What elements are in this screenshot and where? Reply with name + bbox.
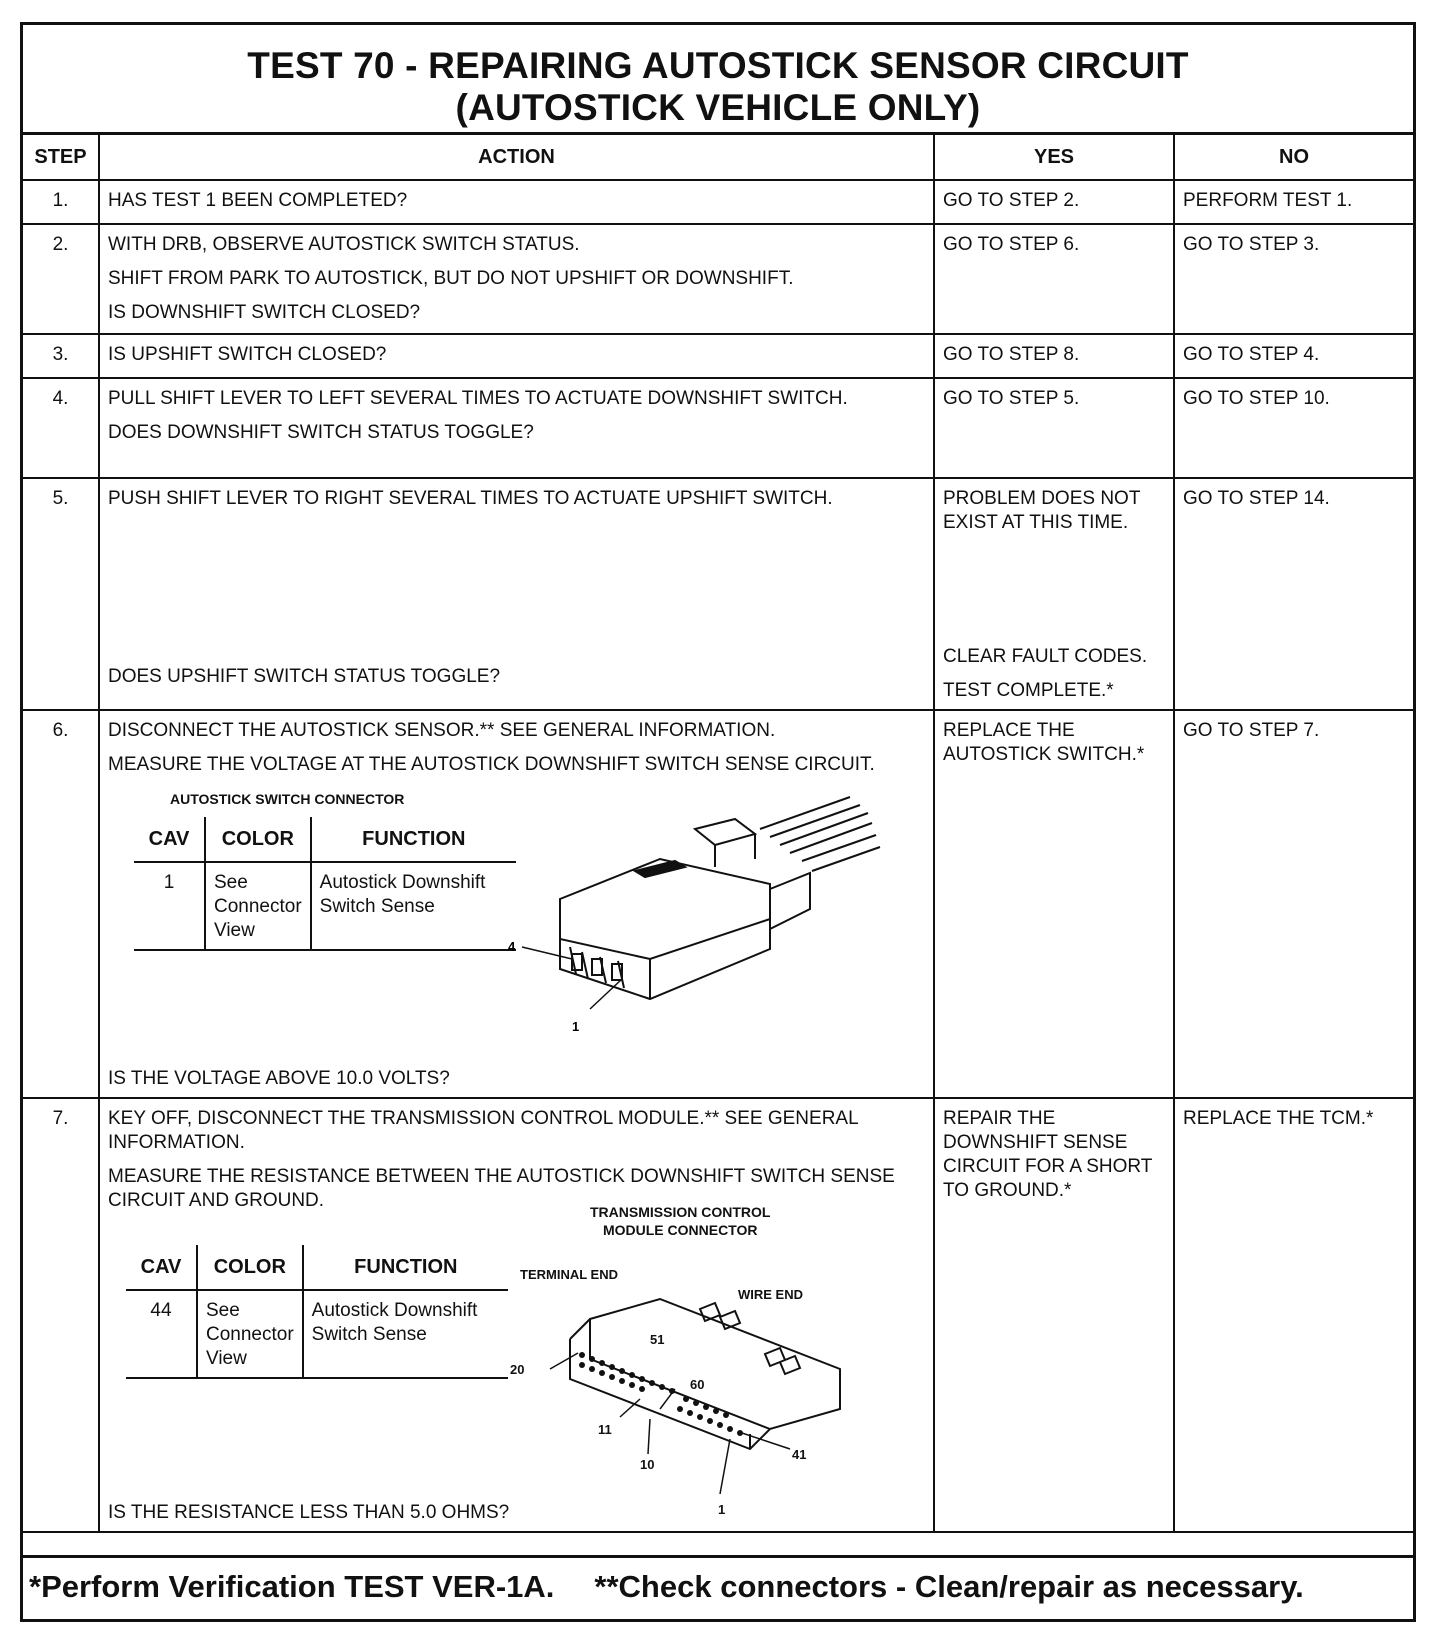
action-text: DISCONNECT THE AUTOSTICK SENSOR.** SEE GENERAL INFORMATION. [108, 720, 776, 741]
pin-label-10: 10 [640, 1457, 655, 1472]
verification-note: *Perform Verification TEST VER-1A. [29, 1569, 555, 1604]
table-row [23, 1098, 1413, 1532]
no-text: GO TO STEP 7. [1183, 720, 1320, 741]
connector-note: **Check connectors - Clean/repair as necessary. [594, 1569, 1304, 1604]
header-action: ACTION [99, 135, 934, 180]
step-number: 4. [23, 378, 99, 478]
action-text: WITH DRB, OBSERVE AUTOSTICK SWITCH STATUS. [108, 234, 580, 255]
yes-cell [934, 710, 1174, 1098]
connector-title [590, 1203, 770, 1239]
cav-value: 44 [126, 1290, 197, 1378]
action-cell [99, 478, 934, 710]
action-cell [99, 224, 934, 334]
yes-text: PROBLEM DOES NOT EXIST AT THIS TIME. [943, 488, 1141, 533]
cav-header: CAV [134, 817, 205, 862]
yes-cell [934, 1098, 1174, 1532]
header-no: NO [1174, 135, 1413, 180]
action-text: IS DOWNSHIFT SWITCH CLOSED? [108, 302, 421, 323]
yes-cell [934, 478, 1174, 710]
table-row [23, 224, 1413, 334]
action-text: SHIFT FROM PARK TO AUTOSTICK, BUT DO NOT UPSHIFT OR DOWNSHIFT. [108, 268, 794, 289]
no-text: GO TO STEP 10. [1183, 388, 1330, 409]
no-cell [1174, 224, 1413, 334]
yes-text: REPLACE THE AUTOSTICK SWITCH.* [943, 720, 1145, 765]
color-header: COLOR [205, 817, 311, 862]
action-cell [99, 710, 934, 1098]
yes-text: GO TO STEP 2. [943, 190, 1080, 211]
title-line-1: TEST 70 - REPAIRING AUTOSTICK SENSOR CIRCUIT [247, 45, 1189, 86]
connector-table [134, 817, 516, 951]
action-cell [99, 378, 934, 478]
no-text: GO TO STEP 3. [1183, 234, 1320, 255]
autostick-connector-diagram [508, 789, 890, 1034]
cav-value: 1 [134, 862, 205, 950]
step-number: 1. [23, 180, 99, 224]
action-text: DOES DOWNSHIFT SWITCH STATUS TOGGLE? [108, 422, 534, 443]
procedure-table [23, 135, 1413, 1533]
step-number: 6. [23, 710, 99, 1098]
step-number: 3. [23, 334, 99, 378]
table-row [23, 180, 1413, 224]
no-text: REPLACE THE TCM.* [1183, 1108, 1374, 1129]
action-text: HAS TEST 1 BEEN COMPLETED? [108, 190, 408, 211]
yes-text: GO TO STEP 8. [943, 344, 1080, 365]
header-step: STEP [23, 135, 99, 180]
pin-label-1: 1 [572, 1019, 580, 1034]
cav-header: CAV [126, 1245, 197, 1290]
step-number: 7. [23, 1098, 99, 1532]
yes-cell [934, 334, 1174, 378]
action-cell [99, 334, 934, 378]
pin-label-4: 4 [508, 939, 516, 954]
action-text: IS UPSHIFT SWITCH CLOSED? [108, 344, 387, 365]
yes-text: GO TO STEP 6. [943, 234, 1080, 255]
yes-cell [934, 180, 1174, 224]
action-text: KEY OFF, DISCONNECT THE TRANSMISSION CONTROL MODULE.** SEE GENERAL INFORMATION. [108, 1108, 858, 1153]
pin-label-51: 51 [650, 1332, 665, 1347]
connector-title-line-2: MODULE CONNECTOR [602, 1222, 758, 1238]
no-text: PERFORM TEST 1. [1183, 190, 1353, 211]
header-yes: YES [934, 135, 1174, 180]
yes-cell [934, 224, 1174, 334]
no-cell [1174, 378, 1413, 478]
tcm-connector-diagram [510, 1259, 910, 1529]
yes-text: CLEAR FAULT CODES. [943, 646, 1148, 667]
connector-table [126, 1245, 508, 1379]
action-cell [99, 180, 934, 224]
no-cell [1174, 1098, 1413, 1532]
yes-text: TEST COMPLETE.* [943, 680, 1114, 701]
yes-text: GO TO STEP 5. [943, 388, 1080, 409]
no-cell [1174, 478, 1413, 710]
action-text: IS THE RESISTANCE LESS THAN 5.0 OHMS? [108, 1502, 510, 1523]
function-header: FUNCTION [303, 1245, 508, 1290]
footer-notes [23, 1555, 1413, 1619]
action-text: IS THE VOLTAGE ABOVE 10.0 VOLTS? [108, 1068, 450, 1089]
title-line-2: (AUTOSTICK VEHICLE ONLY) [455, 87, 981, 128]
wire-end-label: WIRE END [738, 1287, 803, 1302]
action-text: DOES UPSHIFT SWITCH STATUS TOGGLE? [108, 666, 501, 687]
no-cell [1174, 334, 1413, 378]
pin-label-20: 20 [510, 1362, 525, 1377]
pin-label-41: 41 [792, 1447, 807, 1462]
color-header: COLOR [197, 1245, 303, 1290]
page-title [23, 25, 1413, 135]
step-number: 5. [23, 478, 99, 710]
table-row [23, 334, 1413, 378]
no-cell [1174, 180, 1413, 224]
action-text: PUSH SHIFT LEVER TO RIGHT SEVERAL TIMES TO ACTUATE UPSHIFT SWITCH. [108, 488, 833, 509]
color-value: See Connector View [197, 1290, 303, 1378]
yes-cell [934, 378, 1174, 478]
action-cell [99, 1098, 934, 1532]
table-row [23, 478, 1413, 710]
connector-title: AUTOSTICK SWITCH CONNECTOR [170, 791, 405, 807]
connector-title-line-1: TRANSMISSION CONTROL [590, 1204, 771, 1220]
function-header: FUNCTION [311, 817, 516, 862]
function-value: Autostick Downshift Switch Sense [303, 1290, 508, 1378]
test-sheet [20, 22, 1416, 1622]
header-row [23, 135, 1413, 180]
yes-text: REPAIR THE DOWNSHIFT SENSE CIRCUIT FOR A SHORT TO GROUND.* [943, 1108, 1153, 1201]
no-cell [1174, 710, 1413, 1098]
pin-label-60: 60 [690, 1377, 705, 1392]
function-value: Autostick Downshift Switch Sense [311, 862, 516, 950]
no-text: GO TO STEP 14. [1183, 488, 1330, 509]
pin-label-11: 11 [598, 1422, 612, 1437]
no-text: GO TO STEP 4. [1183, 344, 1320, 365]
color-value: See Connector View [205, 862, 311, 950]
step-number: 2. [23, 224, 99, 334]
action-text: PULL SHIFT LEVER TO LEFT SEVERAL TIMES TO ACTUATE DOWNSHIFT SWITCH. [108, 388, 848, 409]
pin-label-1: 1 [718, 1502, 726, 1517]
action-text: MEASURE THE VOLTAGE AT THE AUTOSTICK DOWNSHIFT SWITCH SENSE CIRCUIT. [108, 754, 875, 775]
table-row [23, 710, 1413, 1098]
terminal-end-label: TERMINAL END [520, 1267, 618, 1282]
table-row [23, 378, 1413, 478]
action-text: MEASURE THE RESISTANCE BETWEEN THE AUTOSTICK DOWNSHIFT SWITCH SENSE CIRCUIT AND GROUND. [108, 1166, 895, 1211]
